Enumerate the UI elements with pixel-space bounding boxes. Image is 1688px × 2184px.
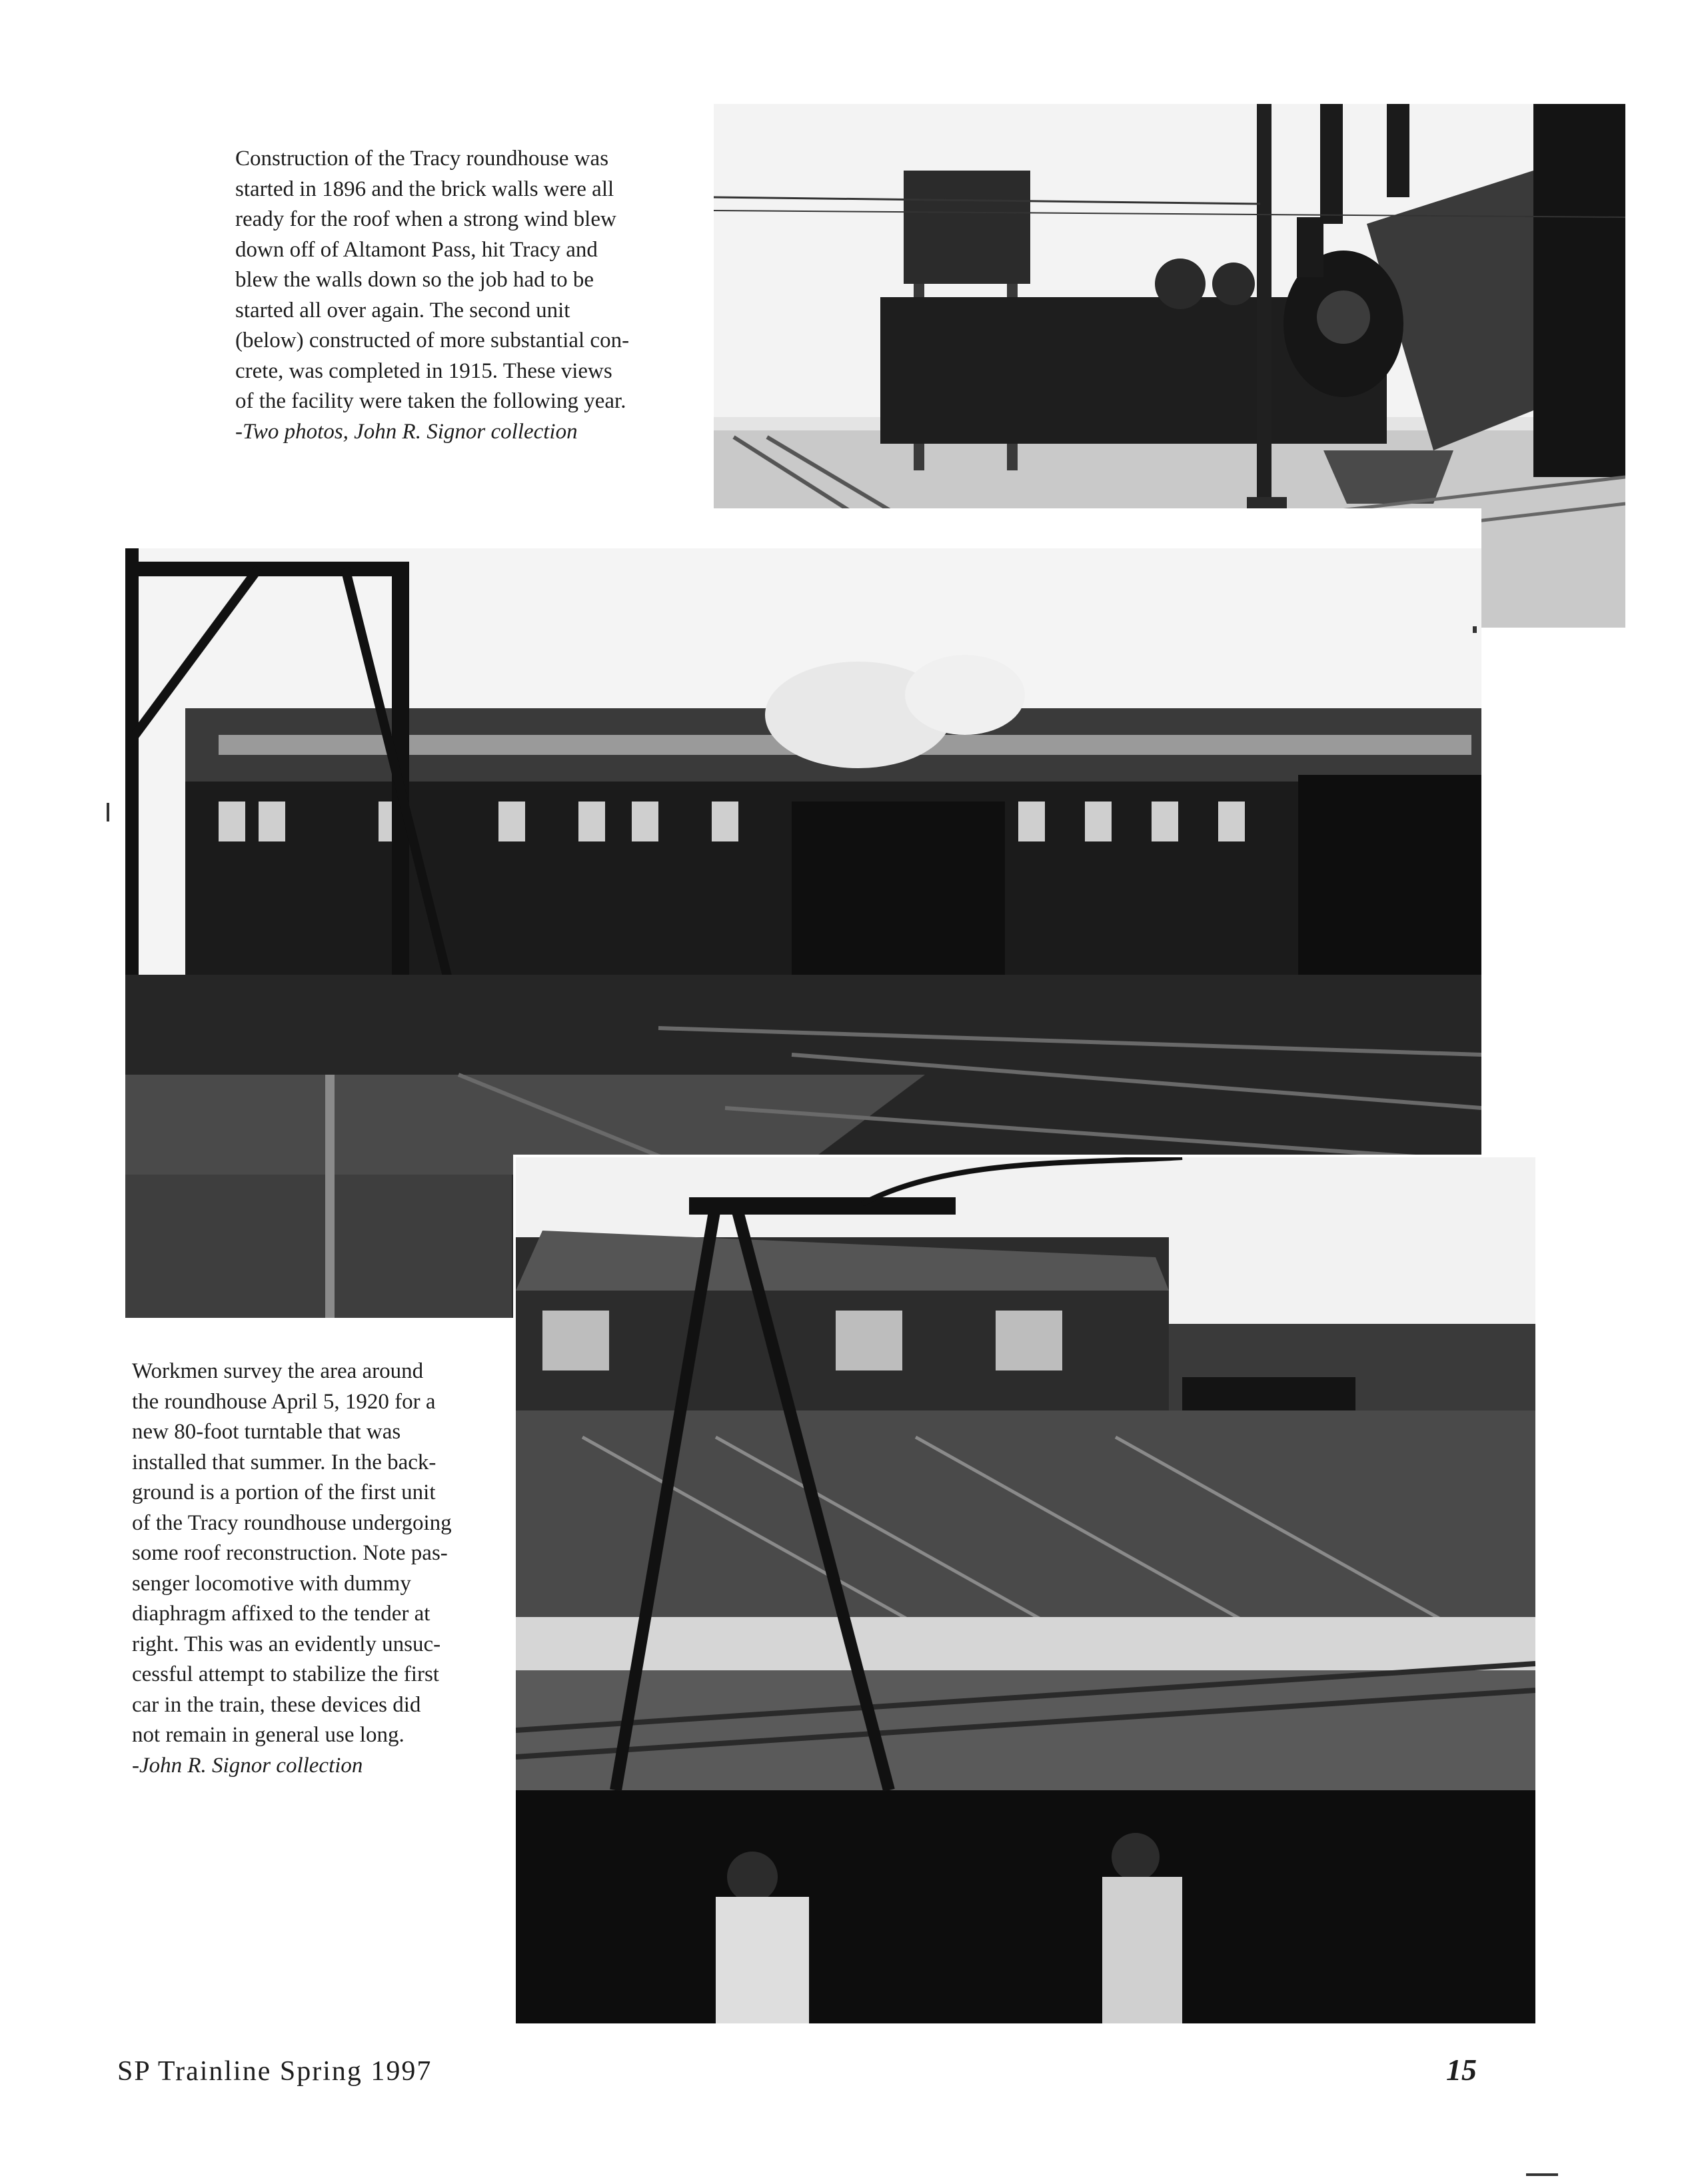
- photo-workmen-turntable: [513, 1155, 1535, 2023]
- caption-top: [235, 144, 629, 447]
- caption-line: down off of Altamont Pass, hit Tracy and: [235, 237, 598, 262]
- scan-mark: [107, 803, 109, 821]
- photo-credit: -Two photos, John R. Signor collection: [235, 419, 578, 444]
- caption-line: Workmen survey the area around: [132, 1359, 424, 1383]
- photo-workmen-illustration: [516, 1157, 1535, 2023]
- caption-line: right. This was an evidently unsuc-: [132, 1632, 441, 1656]
- page-number: 15: [1446, 2053, 1477, 2087]
- scan-mark: [1526, 2173, 1558, 2176]
- caption-line: of the facility were taken the following year.: [235, 389, 626, 413]
- caption-line: senger locomotive with dummy: [132, 1571, 411, 1596]
- caption-line: ground is a portion of the first unit: [132, 1480, 436, 1504]
- caption-line: of the Tracy roundhouse undergoing: [132, 1510, 452, 1535]
- caption-line: cessful attempt to stabilize the first: [132, 1662, 439, 1686]
- caption-line: car in the train, these devices did: [132, 1692, 421, 1717]
- caption-line: some roof reconstruction. Note pas-: [132, 1541, 448, 1565]
- caption-line: new 80-foot turntable that was: [132, 1420, 401, 1444]
- caption-line: crete, was completed in 1915. These views: [235, 358, 612, 383]
- caption-line: (below) constructed of more substantial con-: [235, 328, 630, 352]
- caption-line: ready for the roof when a strong wind blew: [235, 207, 616, 231]
- caption-line: not remain in general use long.: [132, 1723, 405, 1747]
- caption-bottom: [132, 1357, 452, 1781]
- photo-credit: -John R. Signor collection: [132, 1753, 363, 1778]
- caption-line: installed that summer. In the back-: [132, 1450, 436, 1474]
- caption-line: blew the walls down so the job had to be: [235, 268, 594, 292]
- scan-mark: [1473, 626, 1477, 633]
- caption-line: the roundhouse April 5, 1920 for a: [132, 1389, 436, 1414]
- caption-line: diaphragm affixed to the tender at: [132, 1602, 430, 1626]
- caption-line: started all over again. The second unit: [235, 298, 570, 322]
- caption-line: started in 1896 and the brick walls were all: [235, 177, 614, 201]
- caption-line: Construction of the Tracy roundhouse was: [235, 147, 609, 171]
- publication-footer: SP Trainline Spring 1997: [117, 2056, 432, 2087]
